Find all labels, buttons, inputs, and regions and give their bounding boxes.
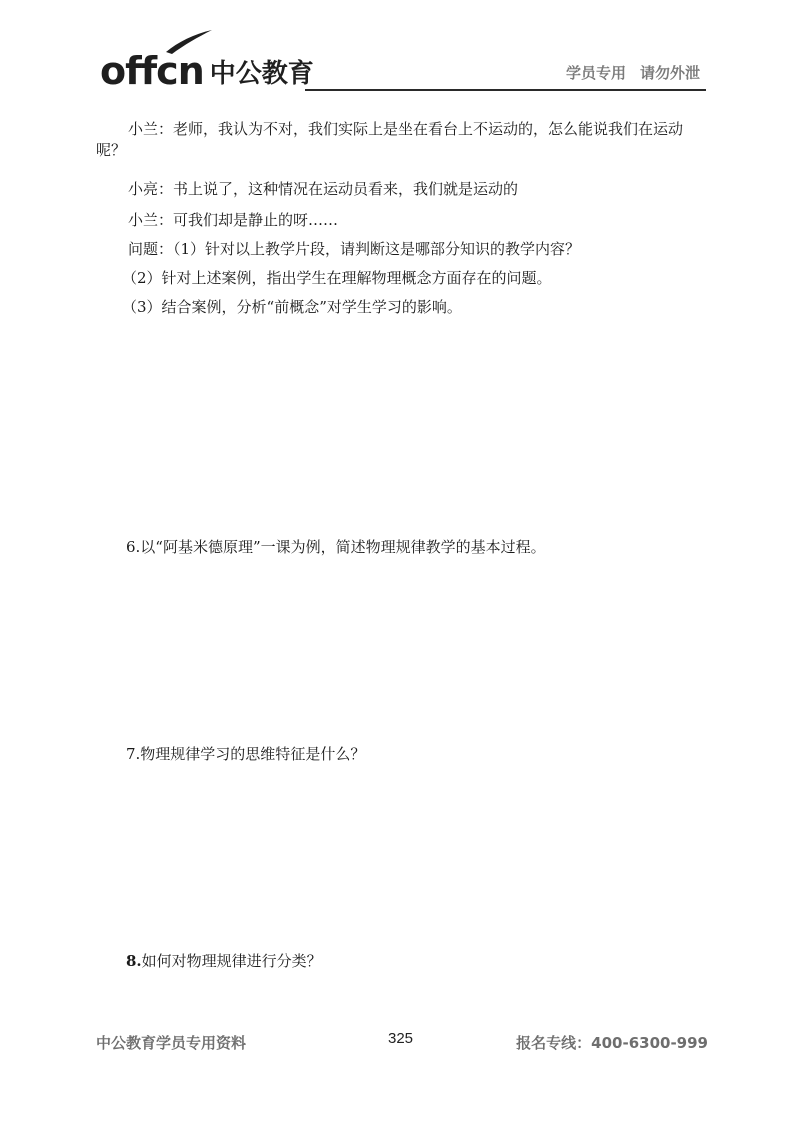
question-8-text: 如何对物理规律进行分类？ [141,952,322,970]
page-footer [96,1032,708,1056]
question-8 [96,950,738,971]
logo-chinese-text: 中公教育 [209,59,314,89]
offcn-logo [100,42,314,93]
question-6: 6.以“阿基米德原理”一课为例，简述物理规律教学的基本过程。 [126,538,546,556]
page-header [100,38,706,92]
header-tagline [566,62,700,83]
question-8-number: 8. [126,952,142,970]
question-prompt-3: （3）结合案例，分析“前概念”对学生学习的影响。 [122,298,462,316]
question-prompt-2: （2）针对上述案例，指出学生在理解物理概念方面存在的问题。 [122,269,552,287]
logo-latin-text: offcn [100,49,204,93]
dialogue-line-2: 小亮：书上说了，这种情况在运动员看来，我们就是运动的 [128,180,519,198]
question-prompt-1: 问题：（1）针对以上教学片段，请判断这是哪部分知识的教学内容？ [128,240,581,258]
footer-hotline: 报名专线：400-6300-999 [516,1034,708,1052]
header-tag-students-only: 学员专用 [565,64,626,82]
page-number: 325 [388,1030,414,1047]
logo-swoosh-icon [164,28,214,54]
footer-material-label: 中公教育学员专用资料 [96,1034,247,1052]
question-7: 7.物理规律学习的思维特征是什么？ [126,745,366,763]
dialogue-line-3: 小兰：可我们却是静止的呀…… [128,211,339,229]
dialogue-paragraph-1: 小兰：老师，我认为不对，我们实际上是坐在看台上不运动的，怎么能说我们在运动呢？ [96,120,684,159]
header-divider [305,89,706,91]
header-tag-no-leak: 请勿外泄 [639,64,700,82]
